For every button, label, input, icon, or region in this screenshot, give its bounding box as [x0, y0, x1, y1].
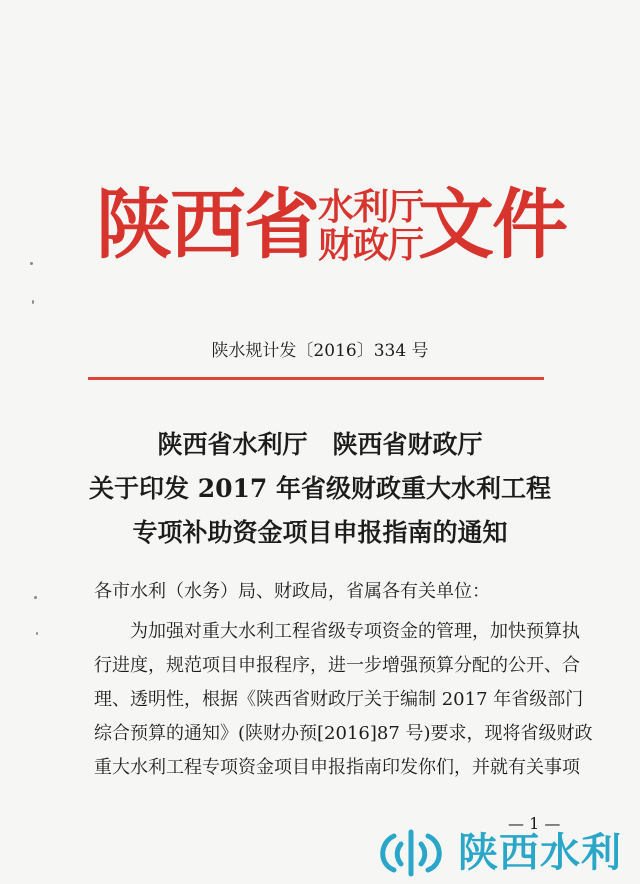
masthead-agency-finance: 财政厅	[318, 224, 424, 266]
scan-speck	[34, 596, 37, 599]
masthead-doc-type: 文件	[418, 180, 566, 269]
red-separator-line	[88, 377, 544, 380]
watermark-text: 陕西水利	[458, 830, 622, 876]
scan-speck	[36, 632, 38, 635]
scan-speck	[32, 300, 34, 304]
scan-speck	[30, 262, 33, 265]
masthead-province: 陕西省	[96, 180, 318, 269]
title-line-1: 陕西省水利厅 陕西省财政厅	[157, 430, 483, 459]
title-line-2: 关于印发 2017 年省级财政重大水利工程	[89, 474, 551, 503]
body-line: 为加强对重大水利工程省级专项资金的管理，加快预算执	[130, 621, 580, 642]
document-number: 陕水规计发〔2016〕334 号	[211, 341, 429, 361]
page-number: — 1 —	[508, 814, 561, 833]
body-line: 重大水利工程专项资金项目申报指南印发你们，并就有关事项	[94, 757, 580, 778]
salutation: 各市水利（水务）局、财政局，省属各有关单位：	[94, 581, 490, 602]
watermark-logo	[374, 826, 640, 884]
water-drop-logo-icon	[374, 828, 448, 878]
body-line: 理、透明性，根据《陕西省财政厅关于编制 2017 年省级部门	[94, 689, 584, 710]
masthead-agencies	[318, 188, 428, 264]
body-line: 行进度，规范项目申报程序，进一步增强预算分配的公开、合	[94, 655, 580, 676]
masthead-agency-water: 水利厅	[318, 186, 424, 228]
title-line-3: 专项补助资金项目申报指南的通知	[132, 518, 508, 547]
body-line: 综合预算的通知》(陕财办预[2016]87 号)要求，现将省级财政	[94, 723, 593, 744]
